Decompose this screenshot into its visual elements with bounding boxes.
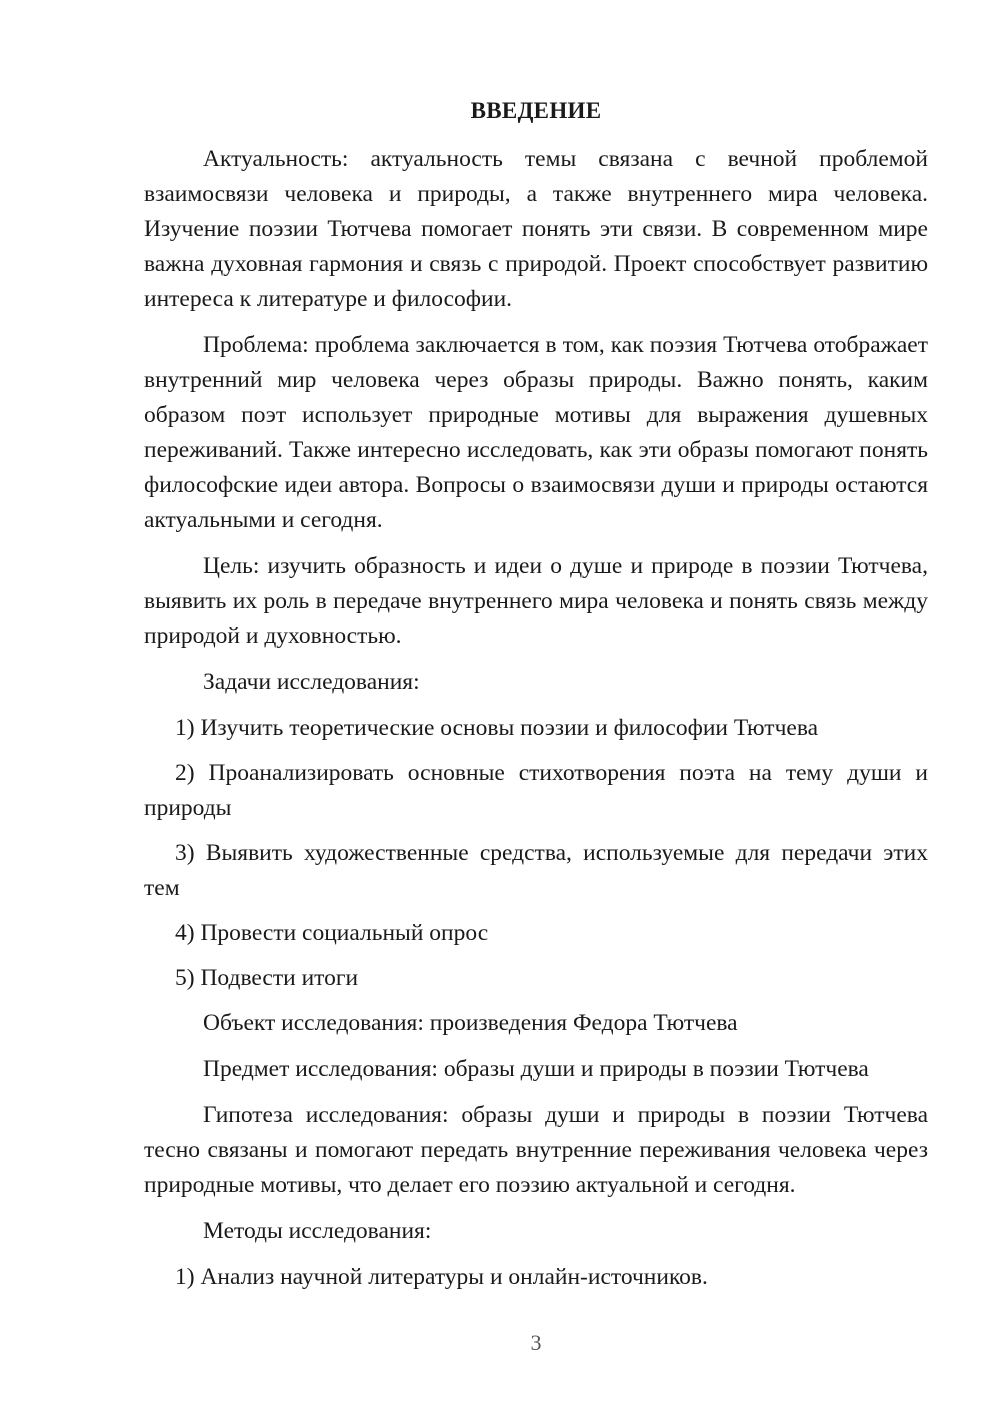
problem-paragraph: Проблема: проблема заключается в том, как поэзия Тютчева отображает внутренний мир человека через образы природы. Важно понять, каким образом поэт использует природные мотивы для выражения душевных переживаний. Также интересно исследовать, как эти образы помогают понять философские идеи автора. Вопросы о взаимосвязи души и природы остаются актуальными и сегодня. — [144, 332, 928, 533]
goal-paragraph: Цель: изучить образность и идеи о душе и природе в поэзии Тютчева, выявить их роль в передаче внутреннего мира человека и понять связь между природой и духовностью. — [144, 553, 928, 649]
relevance-paragraph: Актуальность: актуальность темы связана с вечной проблемой взаимосвязи человека и природы, а также внутреннего мира человека. Изучение поэзии Тютчева помогает понять эти связи. В современном мире важна духовная гармония и связь с природой. Проект способствует развитию интереса к литературе и философии. — [144, 146, 928, 312]
task-item: 4) Провести социальный опрос — [175, 920, 489, 946]
method-item: 1) Анализ научной литературы и онлайн-источников. — [175, 1264, 708, 1290]
tasks-heading: Задачи исследования: — [203, 669, 420, 695]
object-paragraph: Объект исследования: произведения Федора Тютчева — [203, 1010, 738, 1036]
subject-paragraph: Предмет исследования: образы души и природы в поэзии Тютчева — [203, 1056, 869, 1082]
document-body — [144, 142, 928, 1305]
methods-heading: Методы исследования: — [203, 1218, 432, 1244]
task-item: 1) Изучить теоретические основы поэзии и философии Тютчева — [175, 715, 819, 741]
page-title: ВВЕДЕНИЕ — [470, 98, 602, 123]
page-number: 3 — [530, 1330, 542, 1355]
task-item: 2) Проанализировать основные стихотворения поэта на тему души и природы — [144, 760, 928, 821]
task-item: 5) Подвести итоги — [175, 965, 359, 991]
hypothesis-paragraph: Гипотеза исследования: образы души и природы в поэзии Тютчева тесно связаны и помогают передать внутренние переживания человека через природные мотивы, что делает его поэзию актуальной и сегодня. — [144, 1102, 928, 1198]
task-item: 3) Выявить художественные средства, используемые для передачи этих тем — [144, 840, 928, 901]
